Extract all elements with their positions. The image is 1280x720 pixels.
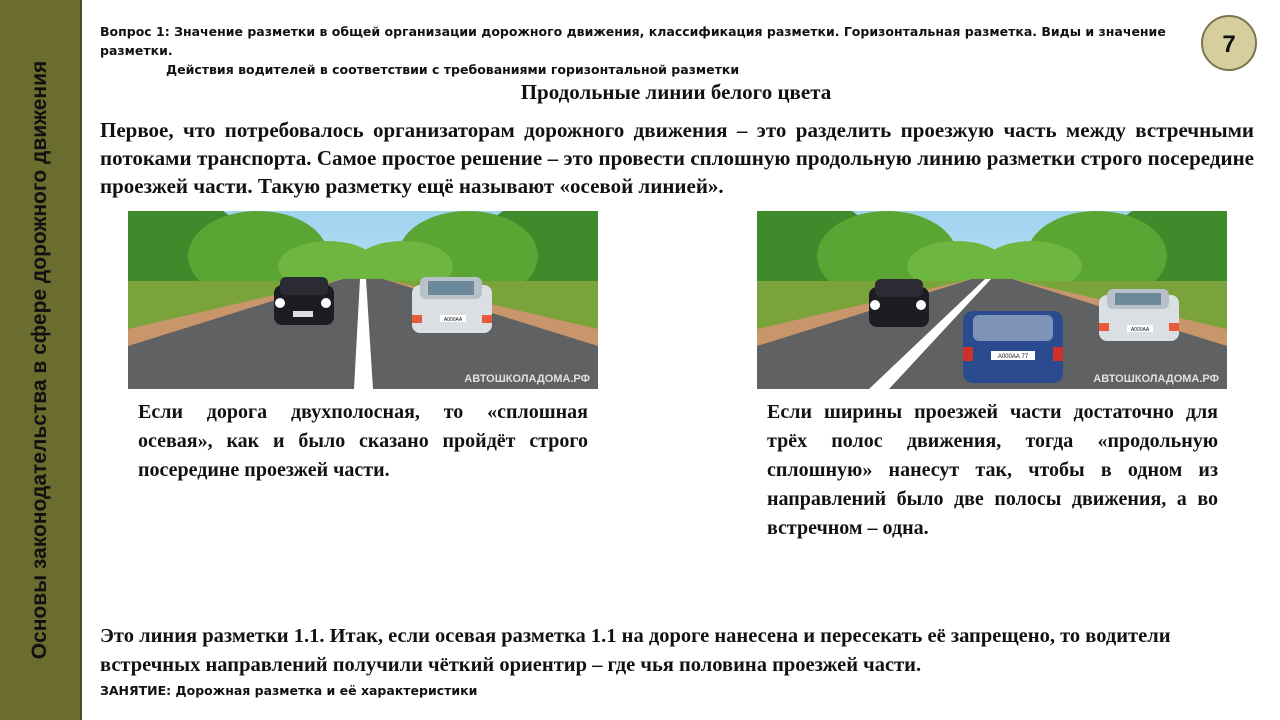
- question-line-1: Вопрос 1: Значение разметки в общей организации дорожного движения, классификация разметки. Горизонтальная разметка. Виды и значение разметки.: [100, 24, 1166, 58]
- conclusion-paragraph: Это линия разметки 1.1. Итак, если осевая разметка 1.1 на дороге нанесена и пересекать её запрещено, то водители встречных направлений получили чёткий ориентир – где чья половина проезжей части.: [100, 625, 1171, 676]
- page-number-badge: 7: [1201, 15, 1257, 71]
- right-image-watermark: АВТОШКОЛАДОМА.РФ: [1093, 373, 1219, 385]
- section-title: Продольные линии белого цвета: [520, 80, 832, 104]
- three-lane-road-image: [757, 211, 1227, 389]
- question-line-2: Действия водителей в соответствии с требованиями горизонтальной разметки: [166, 62, 740, 77]
- sidebar: [0, 0, 82, 720]
- right-caption: Если ширины проезжей части достаточно для трёх полос движения, тогда «продольную сплошную» нанесут так, чтобы в одном из направлений было две полосы движения, а во встречном – одна.: [767, 401, 1218, 539]
- two-lane-road-image: [128, 211, 598, 389]
- sidebar-title: Основы законодательства в сфере дорожного движения: [28, 60, 51, 660]
- left-image-plate: А000АА: [443, 317, 463, 323]
- lesson-footer: ЗАНЯТИЕ: Дорожная разметка и её характеристики: [100, 683, 478, 698]
- right-image-plate-right: А000АА: [1130, 327, 1150, 333]
- intro-paragraph: Первое, что потребовалось организаторам дорожного движения – это разделить проезжую часть между встречными потоками транспорта. Самое простое решение – это провести сплошную продольную линию разметки строго посередине проезжей части. Такую разметку ещё называют «осевой линией».: [100, 118, 1254, 198]
- right-image-plate-center: А000АА 77: [997, 354, 1029, 360]
- left-caption: Если дорога двухполосная, то «сплошная осевая», как и было сказано пройдёт строго посередине проезжей части.: [138, 401, 588, 481]
- question-header: [100, 22, 1200, 79]
- left-image-watermark: АВТОШКОЛАДОМА.РФ: [464, 373, 590, 385]
